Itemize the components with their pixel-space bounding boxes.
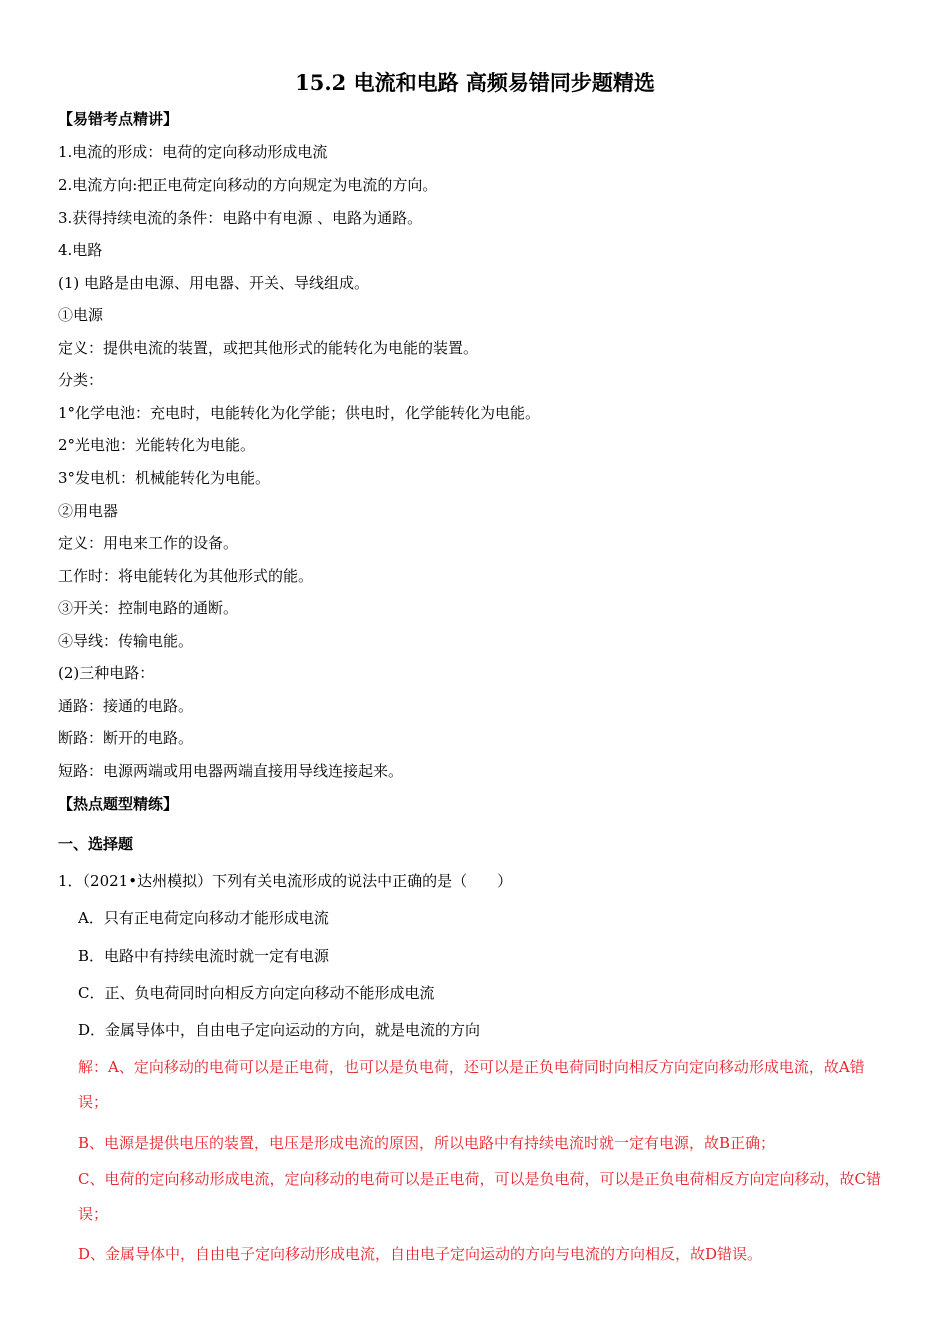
knowledge-line: 通路：接通的电路。 xyxy=(58,697,194,715)
knowledge-line: ④导线：传输电能。 xyxy=(58,632,194,650)
section-heading-key-points: 【易错考点精讲】 xyxy=(58,110,179,128)
section-heading-practice: 【热点题型精练】 xyxy=(58,795,179,813)
knowledge-line: 2°光电池：光能转化为电能。 xyxy=(58,436,256,454)
knowledge-line: 1.电流的形成：电荷的定向移动形成电流 xyxy=(58,143,328,161)
question-option-c: C．正、负电荷同时向相反方向定向移动不能形成电流 xyxy=(78,984,435,1002)
knowledge-line: 1°化学电池：充电时，电能转化为化学能；供电时，化学能转化为电能。 xyxy=(58,404,541,422)
subsection-heading-choice: 一、选择题 xyxy=(58,835,134,853)
solution-line-a: 解：A、定向移动的电荷可以是正电荷，也可以是负电荷，还可以是正负电荷同时向相反方向定向移动形成电流，故A错误； xyxy=(78,1058,865,1111)
knowledge-line: 工作时：将电能转化为其他形式的能。 xyxy=(58,567,314,585)
question-option-a: A．只有正电荷定向移动才能形成电流 xyxy=(78,909,329,927)
solution-line-b: B、电源是提供电压的装置，电压是形成电流的原因，所以电路中有持续电流时就一定有电源，故B正确； xyxy=(78,1134,776,1152)
question-option-d: D．金属导体中，自由电子定向运动的方向，就是电流的方向 xyxy=(78,1021,481,1039)
knowledge-line: 2.电流方向:把正电荷定向移动的方向规定为电流的方向。 xyxy=(58,176,438,194)
knowledge-line: ③开关：控制电路的通断。 xyxy=(58,599,239,617)
solution-line-c: C、电荷的定向移动形成电流，定向移动的电荷可以是正电荷，可以是负电荷，可以是正负电荷相反方向定向移动，故C错误； xyxy=(78,1170,881,1223)
knowledge-line: (1) 电路是由电源、用电器、开关、导线组成。 xyxy=(58,274,370,292)
knowledge-line: 分类： xyxy=(58,371,104,389)
knowledge-line: 3°发电机：机械能转化为电能。 xyxy=(58,469,271,487)
knowledge-line: 3.获得持续电流的条件：电路中有电源 、电路为通路。 xyxy=(58,209,423,227)
knowledge-line: 定义：提供电流的装置，或把其他形式的能转化为电能的装置。 xyxy=(58,339,479,357)
knowledge-line: 4.电路 xyxy=(58,241,103,259)
question-stem: 1．（2021•达州模拟）下列有关电流形成的说法中正确的是（ ） xyxy=(58,872,513,890)
knowledge-line: ①电源 xyxy=(58,306,104,324)
knowledge-line: ②用电器 xyxy=(58,502,119,520)
question-option-b: B．电路中有持续电流时就一定有电源 xyxy=(78,947,330,965)
knowledge-line: 定义：用电来工作的设备。 xyxy=(58,534,239,552)
solution-line-d: D、金属导体中，自由电子定向移动形成电流，自由电子定向运动的方向与电流的方向相反，故D错误。 xyxy=(78,1245,763,1263)
knowledge-line: 短路：电源两端或用电器两端直接用导线连接起来。 xyxy=(58,762,404,780)
knowledge-line: (2)三种电路： xyxy=(58,664,155,682)
knowledge-line: 断路：断开的电路。 xyxy=(58,729,194,747)
page-title: 15.2 电流和电路 高频易错同步题精选 xyxy=(295,70,655,95)
